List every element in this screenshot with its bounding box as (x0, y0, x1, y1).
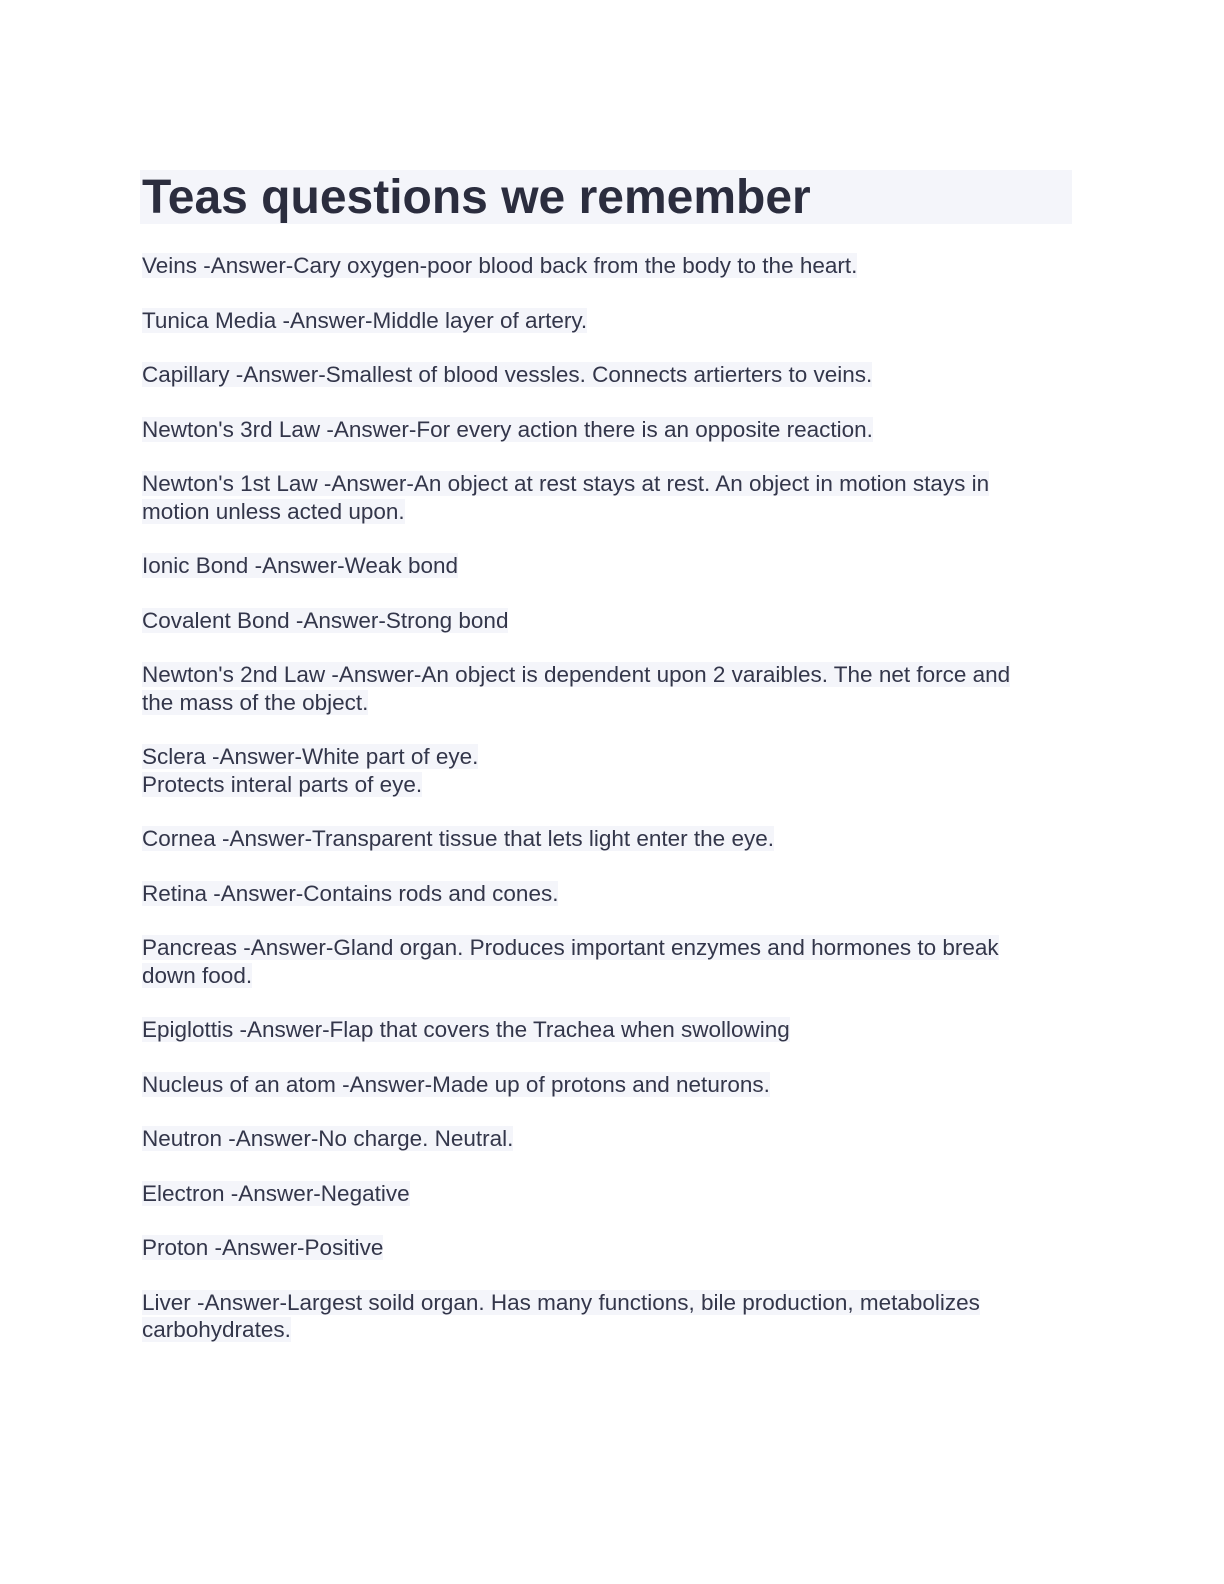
qa-entry-line (142, 1125, 1072, 1153)
qa-entry-line (142, 880, 1072, 908)
qa-entry-line (142, 962, 1072, 990)
qa-entry-text: Pancreas -Answer-Gland organ. Produces important enzymes and hormones to break (142, 935, 999, 960)
qa-entry-text: Tunica Media -Answer-Middle layer of artery. (142, 307, 588, 333)
qa-entry-line (142, 470, 1072, 498)
qa-entry (142, 1125, 1072, 1153)
qa-entry (142, 361, 1072, 389)
qa-entry-line (142, 1016, 1072, 1044)
qa-entry (142, 743, 1072, 798)
qa-entry (142, 934, 1072, 989)
qa-entry-text: Newton's 3rd Law -Answer-For every action there is an opposite reaction. (142, 416, 873, 442)
qa-entry-text: Newton's 2nd Law -Answer-An object is dependent upon 2 varaibles. The net force and (142, 662, 1011, 687)
qa-entry (142, 470, 1072, 525)
qa-entry (142, 1289, 1072, 1344)
qa-entry-line (142, 743, 1072, 771)
qa-entry (142, 661, 1072, 716)
qa-entry-text: Electron -Answer-Negative (142, 1180, 410, 1206)
qa-entry-text: Cornea -Answer-Transparent tissue that lets light enter the eye. (142, 826, 774, 851)
qa-entry-line (142, 416, 1072, 444)
qa-entry-text: Capillary -Answer-Smallest of blood vessles. Connects artierters to veins. (142, 362, 873, 387)
qa-entry (142, 307, 1072, 335)
qa-entry (142, 880, 1072, 908)
qa-entry-text: the mass of the object. (142, 689, 369, 715)
qa-entry (142, 607, 1072, 635)
qa-list (142, 252, 1072, 1371)
qa-entry (142, 1180, 1072, 1208)
qa-entry-text: Protects interal parts of eye. (142, 771, 423, 797)
qa-entry (142, 1234, 1072, 1262)
qa-entry (142, 416, 1072, 444)
qa-entry-text: Newton's 1st Law -Answer-An object at rest stays at rest. An object in motion stays in (142, 471, 990, 496)
qa-entry-line (142, 1234, 1072, 1262)
qa-entry (142, 552, 1072, 580)
qa-entry-line (142, 1316, 1072, 1344)
qa-entry-text: Proton -Answer-Positive (142, 1235, 384, 1260)
qa-entry-text: Liver -Answer-Largest soild organ. Has many functions, bile production, metabolizes (142, 1289, 980, 1315)
qa-entry-line (142, 1289, 1072, 1317)
qa-entry-line (142, 771, 1072, 799)
qa-entry-text: Sclera -Answer-White part of eye. (142, 744, 479, 769)
qa-entry (142, 252, 1072, 280)
qa-entry-line (142, 252, 1072, 280)
qa-entry (142, 825, 1072, 853)
qa-entry-line (142, 607, 1072, 635)
document-title: Teas questions we remember (142, 171, 811, 224)
qa-entry-text: down food. (142, 962, 253, 988)
qa-entry-line (142, 307, 1072, 335)
qa-entry-text: Ionic Bond -Answer-Weak bond (142, 553, 458, 578)
qa-entry (142, 1071, 1072, 1099)
qa-entry-text: Neutron -Answer-No charge. Neutral. (142, 1126, 514, 1151)
qa-entry-text: Retina -Answer-Contains rods and cones. (142, 880, 559, 906)
qa-entry-line (142, 661, 1072, 689)
qa-entry-text: Nucleus of an atom -Answer-Made up of protons and neturons. (142, 1071, 770, 1097)
qa-entry-text: Epiglottis -Answer-Flap that covers the Trachea when swollowing (142, 1017, 790, 1042)
qa-entry-text: Veins -Answer-Cary oxygen-poor blood back from the body to the heart. (142, 253, 858, 278)
qa-entry-line (142, 498, 1072, 526)
qa-entry-text: Covalent Bond -Answer-Strong bond (142, 607, 509, 633)
qa-entry-line (142, 1180, 1072, 1208)
qa-entry-line (142, 934, 1072, 962)
qa-entry-text: motion unless acted upon. (142, 498, 405, 524)
qa-entry-line (142, 552, 1072, 580)
qa-entry-line (142, 689, 1072, 717)
qa-entry-line (142, 361, 1072, 389)
qa-entry-line (142, 1071, 1072, 1099)
qa-entry-text: carbohydrates. (142, 1317, 291, 1342)
qa-entry-line (142, 825, 1072, 853)
qa-entry (142, 1016, 1072, 1044)
